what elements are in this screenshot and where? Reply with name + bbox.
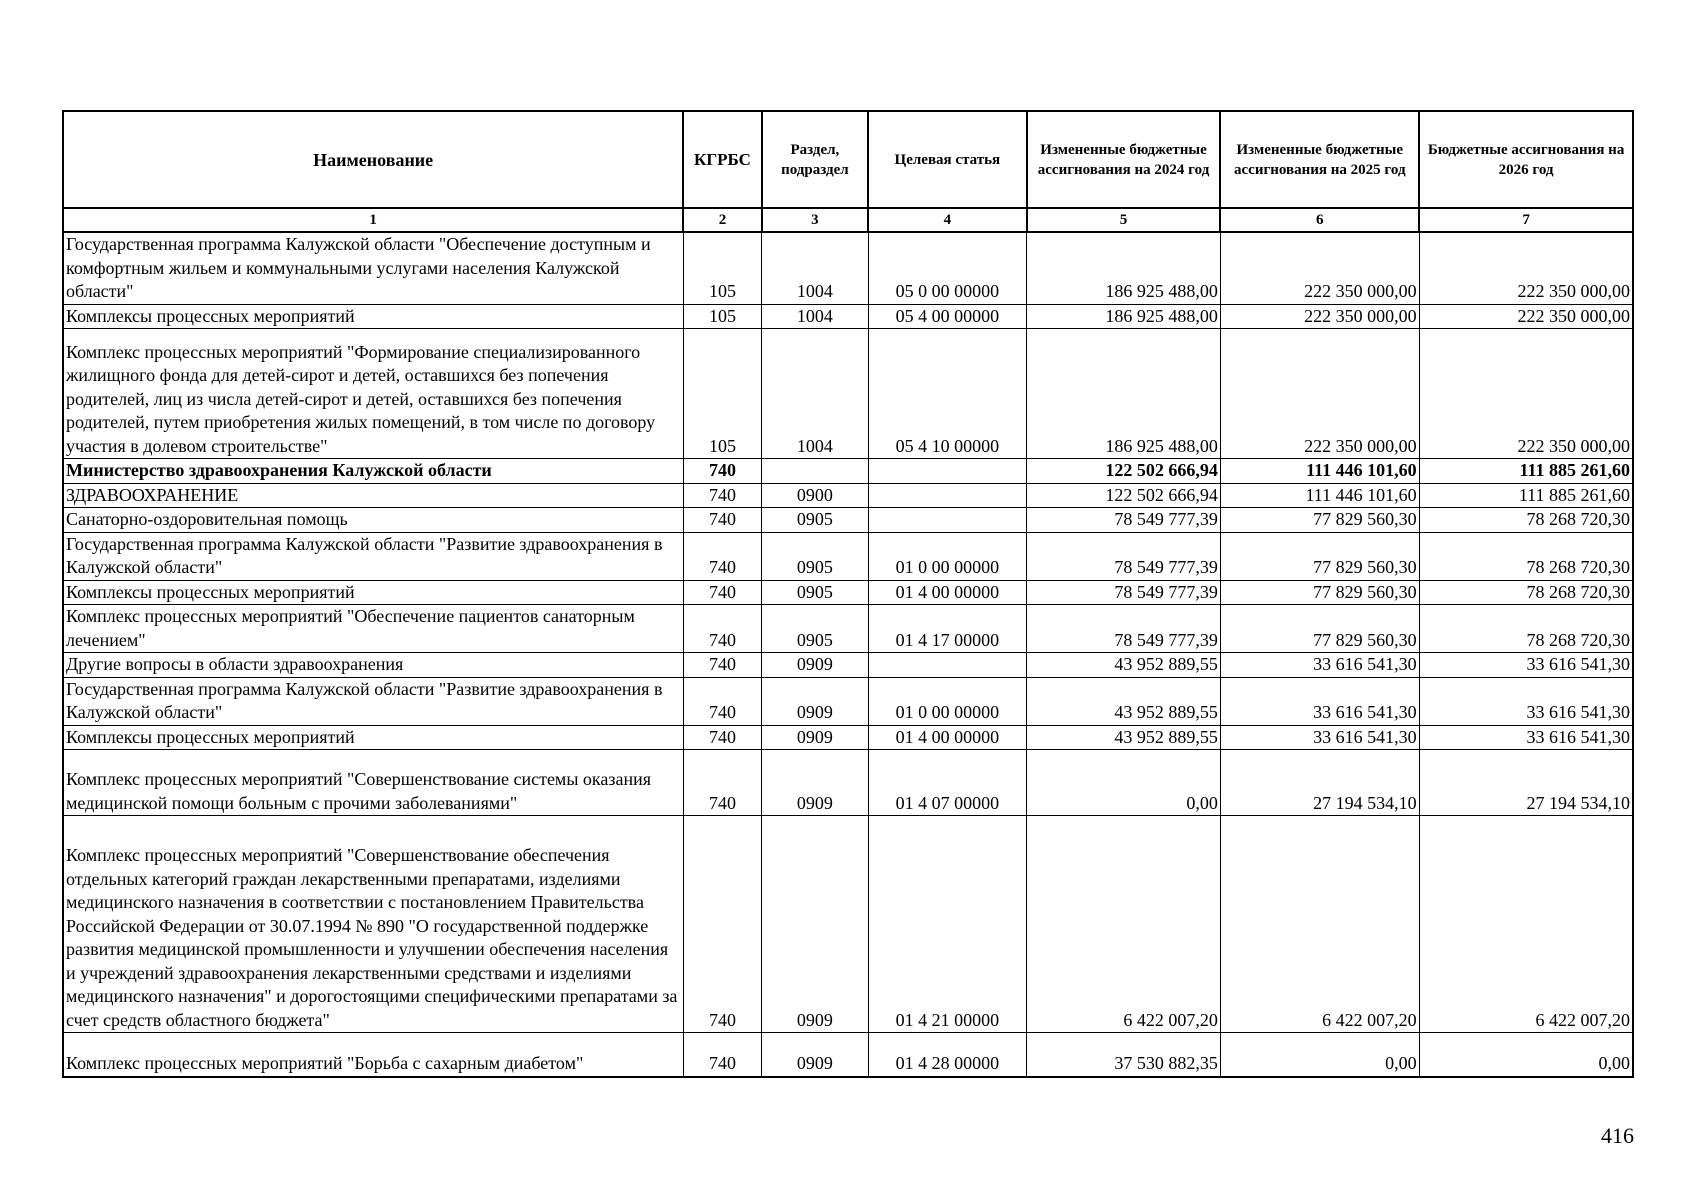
row-target: 01 4 00 00000: [868, 725, 1027, 750]
row-target: 01 4 17 00000: [868, 605, 1027, 653]
row-value-2024: 122 502 666,94: [1027, 483, 1221, 508]
row-value-2025: 77 829 560,30: [1220, 580, 1419, 605]
column-number: 5: [1027, 208, 1221, 232]
row-value-2026: 222 350 000,00: [1419, 304, 1633, 329]
row-name: Санаторно-оздоровительная помощь: [63, 508, 683, 533]
row-value-2025: 77 829 560,30: [1220, 532, 1419, 580]
row-section: [762, 459, 868, 484]
row-value-2026: 222 350 000,00: [1419, 232, 1633, 304]
row-target: 01 0 00 00000: [868, 532, 1027, 580]
row-value-2025: 33 616 541,30: [1220, 653, 1419, 678]
row-kgrbs: 740: [683, 816, 761, 1033]
row-section: 0900: [762, 483, 868, 508]
row-value-2024: 43 952 889,55: [1027, 725, 1221, 750]
row-value-2026: 33 616 541,30: [1419, 677, 1633, 725]
row-name: Комплекс процессных мероприятий "Формирование специализированного жилищного фонда для детей-сирот и детей, оставшихся без попечения родителей, лиц из числа детей-сирот и детей, оставшихся без попечения родителей, путем приобретения жилых помещений, в том числе по договору участия в долевом строительстве": [63, 329, 683, 459]
budget-table-page: [62, 110, 1634, 1078]
row-kgrbs: 740: [683, 653, 761, 678]
table-row: [63, 750, 1633, 816]
row-value-2026: 0,00: [1419, 1033, 1633, 1077]
row-target: 01 4 28 00000: [868, 1033, 1027, 1077]
row-target: [868, 653, 1027, 678]
row-name: Государственная программа Калужской области "Развитие здравоохранения в Калужской области": [63, 677, 683, 725]
page-number: 416: [1601, 1123, 1634, 1148]
row-target: 01 0 00 00000: [868, 677, 1027, 725]
row-value-2024: 43 952 889,55: [1027, 677, 1221, 725]
row-section: 0905: [762, 532, 868, 580]
row-kgrbs: 740: [683, 677, 761, 725]
row-section: 1004: [762, 304, 868, 329]
row-value-2024: 37 530 882,35: [1027, 1033, 1221, 1077]
row-name: Министерство здравоохранения Калужской области: [63, 459, 683, 484]
row-value-2024: 186 925 488,00: [1027, 304, 1221, 329]
row-target: 01 4 07 00000: [868, 750, 1027, 816]
table-row: [63, 1033, 1633, 1077]
column-number: 6: [1220, 208, 1419, 232]
row-value-2024: 43 952 889,55: [1027, 653, 1221, 678]
column-number: 3: [762, 208, 868, 232]
row-kgrbs: 740: [683, 483, 761, 508]
row-target: [868, 508, 1027, 533]
table-row: [63, 532, 1633, 580]
row-value-2025: 222 350 000,00: [1220, 232, 1419, 304]
row-value-2026: 78 268 720,30: [1419, 532, 1633, 580]
table-row: [63, 677, 1633, 725]
header-kgrbs: КГРБС: [683, 111, 761, 208]
row-target: 01 4 00 00000: [868, 580, 1027, 605]
row-target: [868, 483, 1027, 508]
header-2025: Измененные бюджетные ассигнования на 2025 год: [1220, 111, 1419, 208]
table-row: [63, 605, 1633, 653]
row-value-2025: 111 446 101,60: [1220, 483, 1419, 508]
table-body: [63, 232, 1633, 1077]
row-section: 1004: [762, 232, 868, 304]
row-name: Комплексы процессных мероприятий: [63, 304, 683, 329]
row-value-2024: 78 549 777,39: [1027, 580, 1221, 605]
budget-table: [62, 110, 1634, 1078]
row-value-2025: 33 616 541,30: [1220, 677, 1419, 725]
row-target: 05 4 10 00000: [868, 329, 1027, 459]
row-target: 05 4 00 00000: [868, 304, 1027, 329]
table-row: [63, 329, 1633, 459]
table-row: [63, 725, 1633, 750]
row-value-2025: 222 350 000,00: [1220, 304, 1419, 329]
row-value-2024: 78 549 777,39: [1027, 532, 1221, 580]
row-value-2024: 6 422 007,20: [1027, 816, 1221, 1033]
table-row: [63, 653, 1633, 678]
column-number: 1: [63, 208, 683, 232]
row-kgrbs: 740: [683, 459, 761, 484]
row-kgrbs: 105: [683, 329, 761, 459]
row-value-2026: 111 885 261,60: [1419, 459, 1633, 484]
table-header-row: [63, 111, 1633, 208]
row-name: Комплекс процессных мероприятий "Совершенствование обеспечения отдельных категорий граждан лекарственными препаратами, изделиями медицинского назначения в соответствии с постановлением Правительства Российской Федерации от 30.07.1994 № 890 "О государственной поддержке развития медицинской промышленности и улучшении обеспечения населения и учреждений здравоохранения лекарственными средствами и изделиями медицинского назначения" и дорогостоящими специфическими препаратами за счет средств областного бюджета": [63, 816, 683, 1033]
table-row: [63, 580, 1633, 605]
table-row: [63, 232, 1633, 304]
row-name: Государственная программа Калужской области "Развитие здравоохранения в Калужской области": [63, 532, 683, 580]
header-2024: Измененные бюджетные ассигнования на 2024 год: [1027, 111, 1221, 208]
row-value-2025: 111 446 101,60: [1220, 459, 1419, 484]
column-number-row: [63, 208, 1633, 232]
row-value-2024: 186 925 488,00: [1027, 232, 1221, 304]
row-value-2025: 6 422 007,20: [1220, 816, 1419, 1033]
row-value-2024: 186 925 488,00: [1027, 329, 1221, 459]
table-row: [63, 508, 1633, 533]
row-value-2024: 122 502 666,94: [1027, 459, 1221, 484]
row-value-2024: 78 549 777,39: [1027, 605, 1221, 653]
table-row: [63, 816, 1633, 1033]
row-value-2026: 6 422 007,20: [1419, 816, 1633, 1033]
row-value-2025: 33 616 541,30: [1220, 725, 1419, 750]
row-value-2025: 222 350 000,00: [1220, 329, 1419, 459]
row-section: 0905: [762, 508, 868, 533]
row-value-2025: 0,00: [1220, 1033, 1419, 1077]
header-2026: Бюджетные ассигнования на 2026 год: [1419, 111, 1633, 208]
row-value-2026: 27 194 534,10: [1419, 750, 1633, 816]
row-section: 0905: [762, 580, 868, 605]
row-section: 1004: [762, 329, 868, 459]
table-row: [63, 483, 1633, 508]
header-target: Целевая статья: [868, 111, 1027, 208]
row-kgrbs: 740: [683, 532, 761, 580]
row-value-2026: 111 885 261,60: [1419, 483, 1633, 508]
row-name: Комплекс процессных мероприятий "Борьба с сахарным диабетом": [63, 1033, 683, 1077]
row-kgrbs: 740: [683, 725, 761, 750]
row-name: Государственная программа Калужской области "Обеспечение доступным и комфортным жильем и коммунальными услугами населения Калужской области": [63, 232, 683, 304]
row-value-2026: 78 268 720,30: [1419, 508, 1633, 533]
row-section: 0909: [762, 816, 868, 1033]
row-kgrbs: 105: [683, 232, 761, 304]
column-number: 2: [683, 208, 761, 232]
row-name: Комплекс процессных мероприятий "Обеспечение пациентов санаторным лечением": [63, 605, 683, 653]
row-target: 05 0 00 00000: [868, 232, 1027, 304]
row-name: Комплекс процессных мероприятий "Совершенствование системы оказания медицинской помощи больным с прочими заболеваниями": [63, 750, 683, 816]
row-kgrbs: 740: [683, 750, 761, 816]
row-target: 01 4 21 00000: [868, 816, 1027, 1033]
table-row: [63, 304, 1633, 329]
row-value-2026: 78 268 720,30: [1419, 580, 1633, 605]
row-value-2025: 77 829 560,30: [1220, 605, 1419, 653]
row-value-2026: 222 350 000,00: [1419, 329, 1633, 459]
row-kgrbs: 105: [683, 304, 761, 329]
column-number: 7: [1419, 208, 1633, 232]
row-name: Комплексы процессных мероприятий: [63, 725, 683, 750]
row-section: 0909: [762, 725, 868, 750]
row-kgrbs: 740: [683, 1033, 761, 1077]
row-value-2024: 0,00: [1027, 750, 1221, 816]
row-section: 0905: [762, 605, 868, 653]
row-section: 0909: [762, 1033, 868, 1077]
row-value-2024: 78 549 777,39: [1027, 508, 1221, 533]
row-name: Комплексы процессных мероприятий: [63, 580, 683, 605]
row-name: Другие вопросы в области здравоохранения: [63, 653, 683, 678]
row-section: 0909: [762, 750, 868, 816]
row-kgrbs: 740: [683, 605, 761, 653]
row-name: ЗДРАВООХРАНЕНИЕ: [63, 483, 683, 508]
row-value-2025: 27 194 534,10: [1220, 750, 1419, 816]
row-value-2026: 33 616 541,30: [1419, 725, 1633, 750]
header-name: Наименование: [63, 111, 683, 208]
row-section: 0909: [762, 653, 868, 678]
row-section: 0909: [762, 677, 868, 725]
column-number: 4: [868, 208, 1027, 232]
row-kgrbs: 740: [683, 508, 761, 533]
row-value-2025: 77 829 560,30: [1220, 508, 1419, 533]
row-target: [868, 459, 1027, 484]
row-value-2026: 33 616 541,30: [1419, 653, 1633, 678]
row-kgrbs: 740: [683, 580, 761, 605]
header-section: Раздел, подраздел: [762, 111, 868, 208]
row-value-2026: 78 268 720,30: [1419, 605, 1633, 653]
table-row: [63, 459, 1633, 484]
